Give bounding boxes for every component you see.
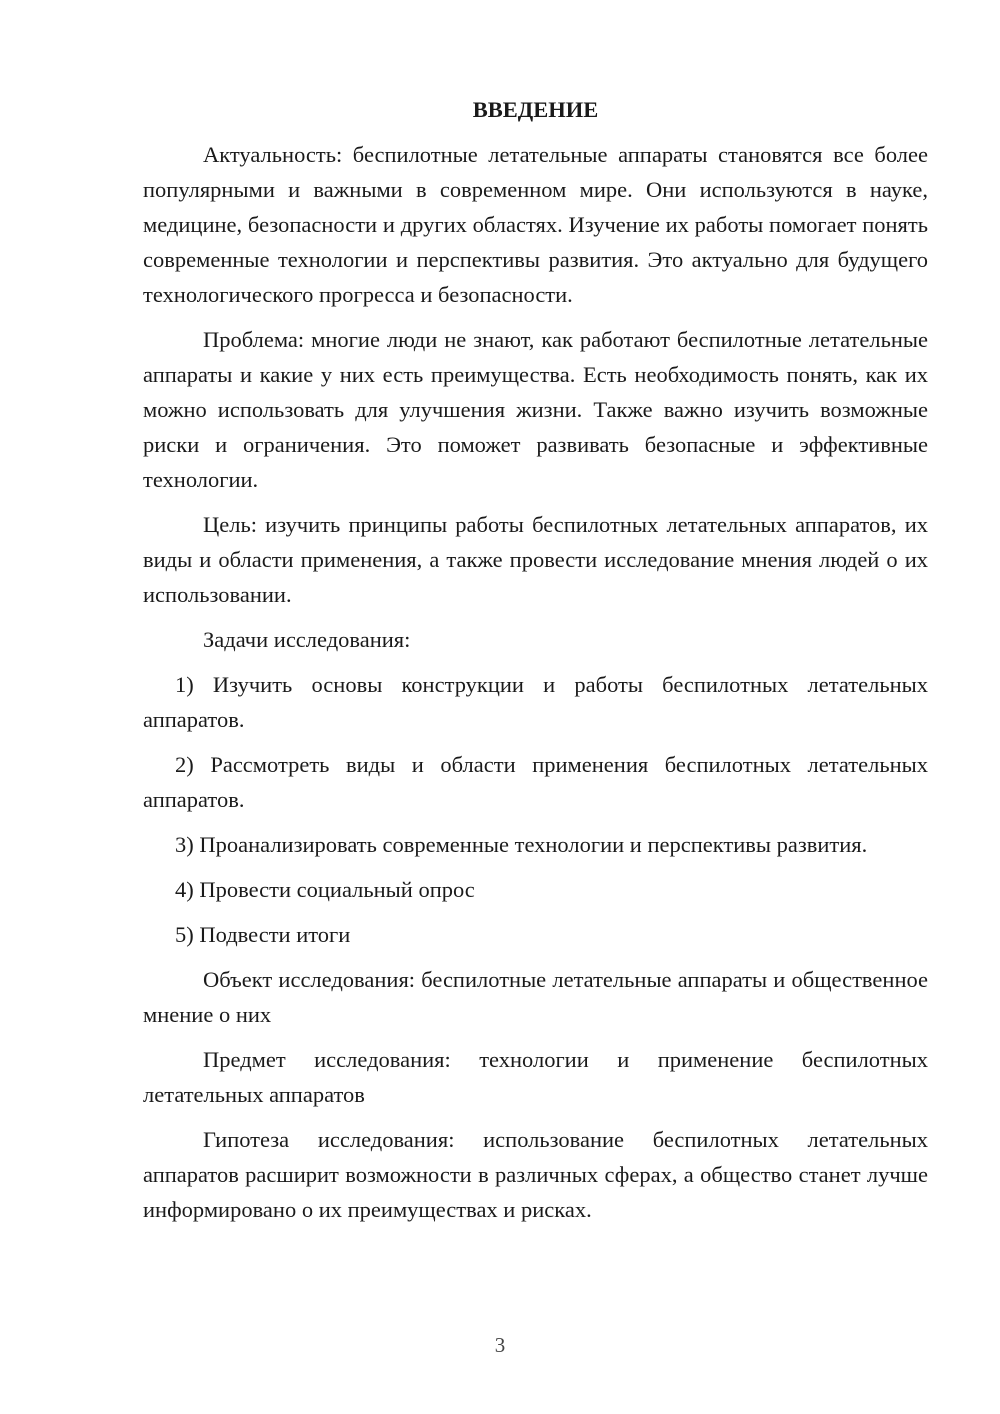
task-item-3: 3) Проанализировать современные технологии и перспективы развития.	[175, 832, 868, 857]
task-item-5: 5) Подвести итоги	[175, 922, 351, 947]
paragraph-hypothesis: Гипотеза исследования: использование беспилотных летательных аппаратов расширит возможности в различных сферах, а общество станет лучше информировано о их преимуществах и рисках.	[143, 1127, 928, 1222]
paragraph-subject: Предмет исследования: технологии и применение беспилотных летательных аппаратов	[143, 1047, 928, 1107]
paragraph-object: Объект исследования: беспилотные летательные аппараты и общественное мнение о них	[143, 967, 928, 1027]
paragraph-problem: Проблема: многие люди не знают, как работают беспилотные летательные аппараты и какие у них есть преимущества. Есть необходимость понять, как их можно использовать для улучшения жизни. Также важно изучить возможные риски и ограничения. Это поможет развивать безопасные и эффективные технологии.	[143, 327, 928, 492]
paragraph-goal: Цель: изучить принципы работы беспилотных летательных аппаратов, их виды и области применения, а также провести исследование мнения людей о их использовании.	[143, 512, 928, 607]
task-item-1: 1) Изучить основы конструкции и работы беспилотных летательных аппаратов.	[143, 672, 928, 732]
paragraph-tasks-heading: Задачи исследования:	[203, 627, 411, 652]
page-title: ВВЕДЕНИЕ	[472, 97, 599, 122]
task-item-2: 2) Рассмотреть виды и области применения беспилотных летательных аппаратов.	[143, 752, 928, 812]
document-page	[143, 92, 928, 1237]
page-number: 3	[494, 1333, 506, 1357]
task-item-4: 4) Провести социальный опрос	[175, 877, 475, 902]
paragraph-relevance: Актуальность: беспилотные летательные аппараты становятся все более популярными и важными в современном мире. Они используются в науке, медицине, безопасности и других областях. Изучение их работы помогает понять современные технологии и перспективы развития. Это актуально для будущего технологического прогресса и безопасности.	[143, 142, 928, 307]
